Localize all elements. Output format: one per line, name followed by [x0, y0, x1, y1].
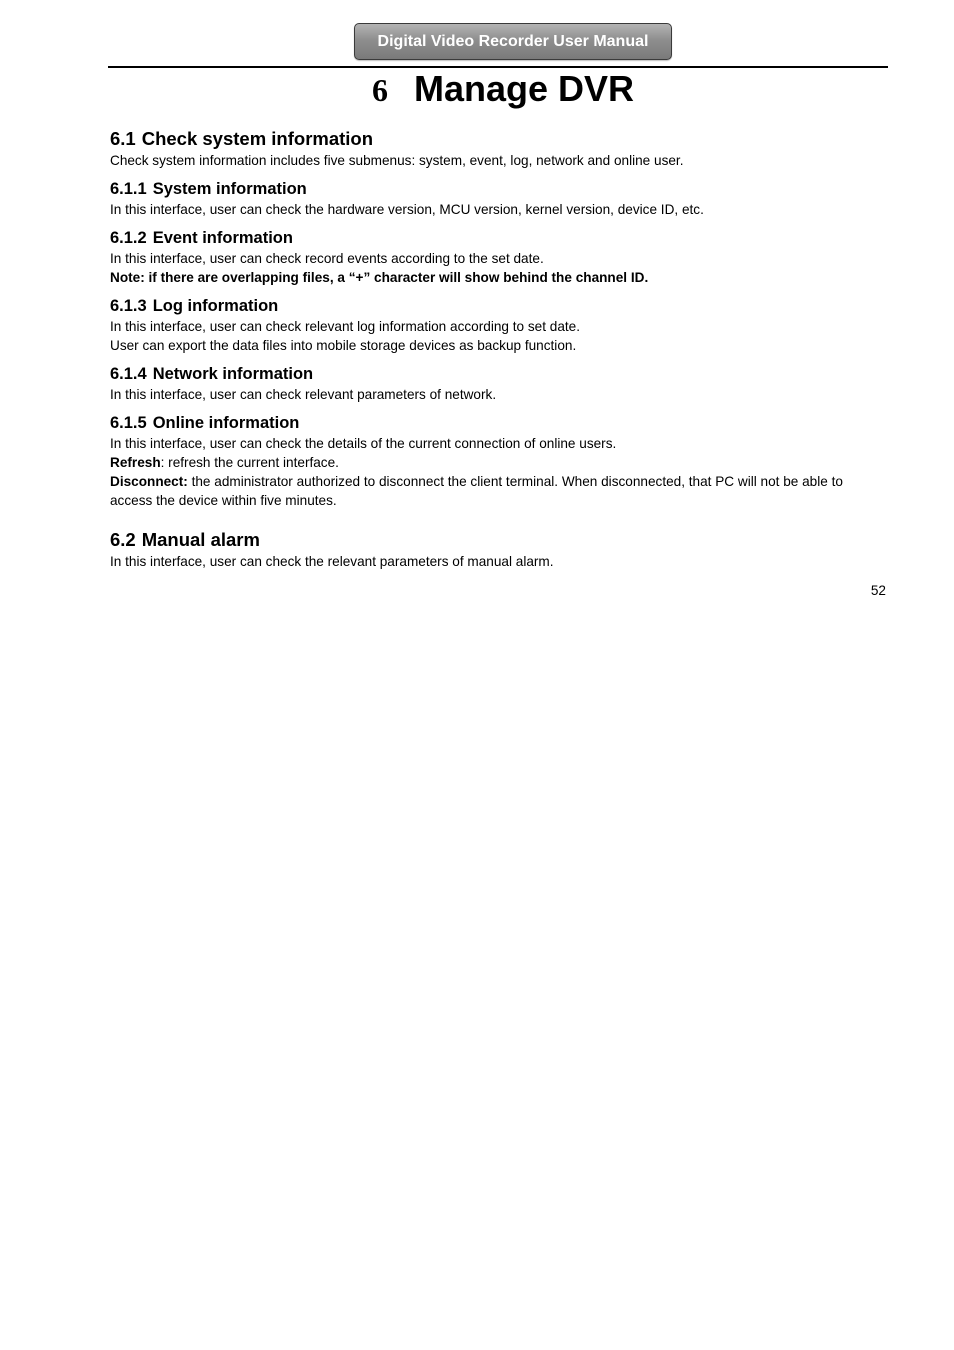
- definition-refresh: [110, 453, 888, 472]
- section-title: Event information: [152, 229, 293, 247]
- section-number: 6.1.2: [110, 229, 147, 247]
- section-paragraph: In this interface, user can check relevant log information according to set date.: [110, 319, 580, 334]
- chapter-title: Manage DVR: [413, 68, 635, 109]
- section-heading-6-1-4: [110, 363, 888, 385]
- section-heading-6-1-5: [110, 412, 888, 434]
- definition-text: the administrator authorized to disconnect the client terminal. When disconnected, that PC will not be able to access the device within five minutes.: [110, 474, 843, 508]
- section-number: 6.1.1: [110, 180, 147, 198]
- section-heading-6-1-1: [110, 178, 888, 200]
- definition-term: Refresh: [110, 455, 161, 470]
- definition-disconnect: [110, 472, 888, 510]
- section-paragraph: In this interface, user can check the details of the current connection of online users.: [110, 436, 617, 451]
- section-heading-6-1-2: [110, 227, 888, 249]
- section-number: 6.1.4: [110, 365, 147, 383]
- manual-title-badge: Digital Video Recorder User Manual: [354, 23, 672, 60]
- definition-term: Disconnect:: [110, 474, 188, 489]
- chapter-body: [110, 127, 888, 571]
- definition-text: : refresh the current interface.: [160, 455, 339, 470]
- section-title: Manual alarm: [141, 529, 260, 550]
- section-number: 6.1.5: [110, 414, 147, 432]
- section-heading-6-1-3: [110, 295, 888, 317]
- section-paragraph: Check system information includes five submenus: system, event, log, network and online user.: [110, 153, 684, 168]
- section-paragraph: In this interface, user can check the relevant parameters of manual alarm.: [110, 554, 554, 569]
- section-paragraph: User can export the data files into mobile storage devices as backup function.: [110, 338, 577, 353]
- section-paragraph: In this interface, user can check the hardware version, MCU version, kernel version, device ID, etc.: [110, 202, 704, 217]
- chapter-number: 6: [371, 72, 388, 108]
- section-title: System information: [152, 180, 307, 198]
- section-paragraph: In this interface, user can check relevant parameters of network.: [110, 387, 497, 402]
- section-title: Check system information: [141, 128, 374, 149]
- section-heading-6-1: [110, 127, 888, 151]
- section-title: Network information: [152, 365, 314, 383]
- section-paragraph: In this interface, user can check record events according to the set date.: [110, 251, 544, 266]
- section-number: 6.1: [110, 128, 136, 149]
- section-number: 6.1.3: [110, 297, 147, 315]
- chapter-heading: [0, 66, 954, 113]
- section-heading-6-2: [110, 528, 888, 552]
- section-title: Log information: [152, 297, 279, 315]
- page-number: 52: [870, 583, 886, 598]
- section-title: Online information: [152, 414, 300, 432]
- section-number: 6.2: [110, 529, 136, 550]
- note-paragraph: Note: if there are overlapping files, a “+” character will show behind the channel ID.: [110, 270, 649, 285]
